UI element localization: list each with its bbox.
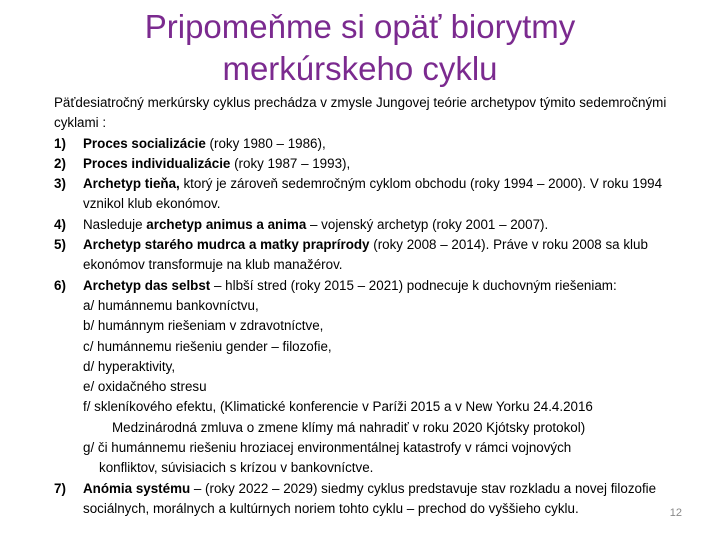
list-item (54, 479, 694, 520)
sub-item-f: f/ skleníkového efektu, (Klimatické konferencie v Paríži 2015 a v New Yorku 24.4.2016 (83, 399, 593, 415)
slide-title-line-2: merkúrskeho cyklu (222, 50, 498, 87)
item-text: – vojenský archetyp (roky 2001 – 2007). (306, 216, 549, 232)
sub-item-b: b/ humánnym riešeniam v zdravotníctve, (83, 318, 324, 334)
item-bold-text: Proces individualizácie (83, 155, 231, 171)
list-item (54, 276, 694, 296)
item-bold-text: Proces socializácie (83, 135, 206, 151)
sub-item-f-continued: Medzinárodná zmluva o zmene klímy má nahradiť v roku 2020 Kjótsky protokol) (112, 419, 586, 435)
sub-item-c: c/ humánnemu riešeniu gender – filozofie, (83, 338, 332, 354)
item-text: – (roky 2022 – 2029) siedmy cyklus predstavuje stav rozkladu a novej filozofie sociálnych, morálnych a kultúrnych noriem tohto cyklu – prechod do vyššieho cyklu. (83, 480, 657, 516)
slide-body (54, 93, 694, 519)
item-text: – hlbší stred (roky 2015 – 2021) podnecuje k duchovným riešeniam: (210, 277, 617, 293)
item-text-prefix: Nasleduje (83, 216, 147, 232)
item-text: (roky 1987 – 1993), (230, 155, 351, 171)
item-text: ktorý je zároveň sedemročným cyklom obchodu (roky 1994 – 2000). V roku 1994 vznikol klub ekonómov. (83, 176, 663, 212)
cycle-list-end (54, 479, 694, 520)
item-bold-text: archetyp animus a anima (146, 216, 307, 232)
sub-item-e: e/ oxidačného stresu (83, 379, 207, 395)
sub-item-d: d/ hyperaktivity, (83, 358, 176, 374)
cycle-list (54, 134, 694, 296)
item-bold-text: Archetyp tieňa, (83, 176, 180, 192)
list-number: 2) (54, 155, 66, 171)
list-item (54, 154, 694, 174)
sub-item-a: a/ humánnemu bankovníctvu, (83, 297, 259, 313)
sub-item-g: g/ či humánnemu riešeniu hroziacej environmentálnej katastrofy v rámci vojnových (83, 440, 572, 456)
sub-list (54, 296, 694, 479)
list-number: 3) (54, 176, 66, 192)
item-text: (roky 1980 – 1986), (205, 135, 326, 151)
list-number: 1) (54, 135, 66, 151)
intro-text: Päťdesiatročný merkúrsky cyklus prechádza v zmysle Jungovej teórie archetypov týmito sedemročnými cyklami : (54, 95, 667, 131)
list-item (54, 235, 694, 276)
item-bold-text: Archetyp starého mudrca a matky praprírody (83, 237, 370, 253)
list-item (54, 174, 694, 215)
sub-item-g-continued: konfliktov, súvisiacich s krízou v bankovníctve. (99, 460, 374, 476)
item-bold-text: Anómia systému (83, 480, 191, 496)
slide-title (0, 6, 720, 90)
list-number: 6) (54, 277, 66, 293)
list-item (54, 215, 694, 235)
page-number: 12 (669, 507, 682, 519)
list-item (54, 134, 694, 154)
slide-title-line-1: Pripomeňme si opäť biorytmy (144, 8, 576, 45)
list-number: 5) (54, 237, 66, 253)
item-bold-text: Archetyp das selbst (83, 277, 211, 293)
list-number: 7) (54, 480, 66, 496)
list-number: 4) (54, 216, 66, 232)
item-text: (roky 2008 – 2014). Práve v roku 2008 sa klub ekonómov transformuje na klub manažérov. (83, 237, 648, 273)
